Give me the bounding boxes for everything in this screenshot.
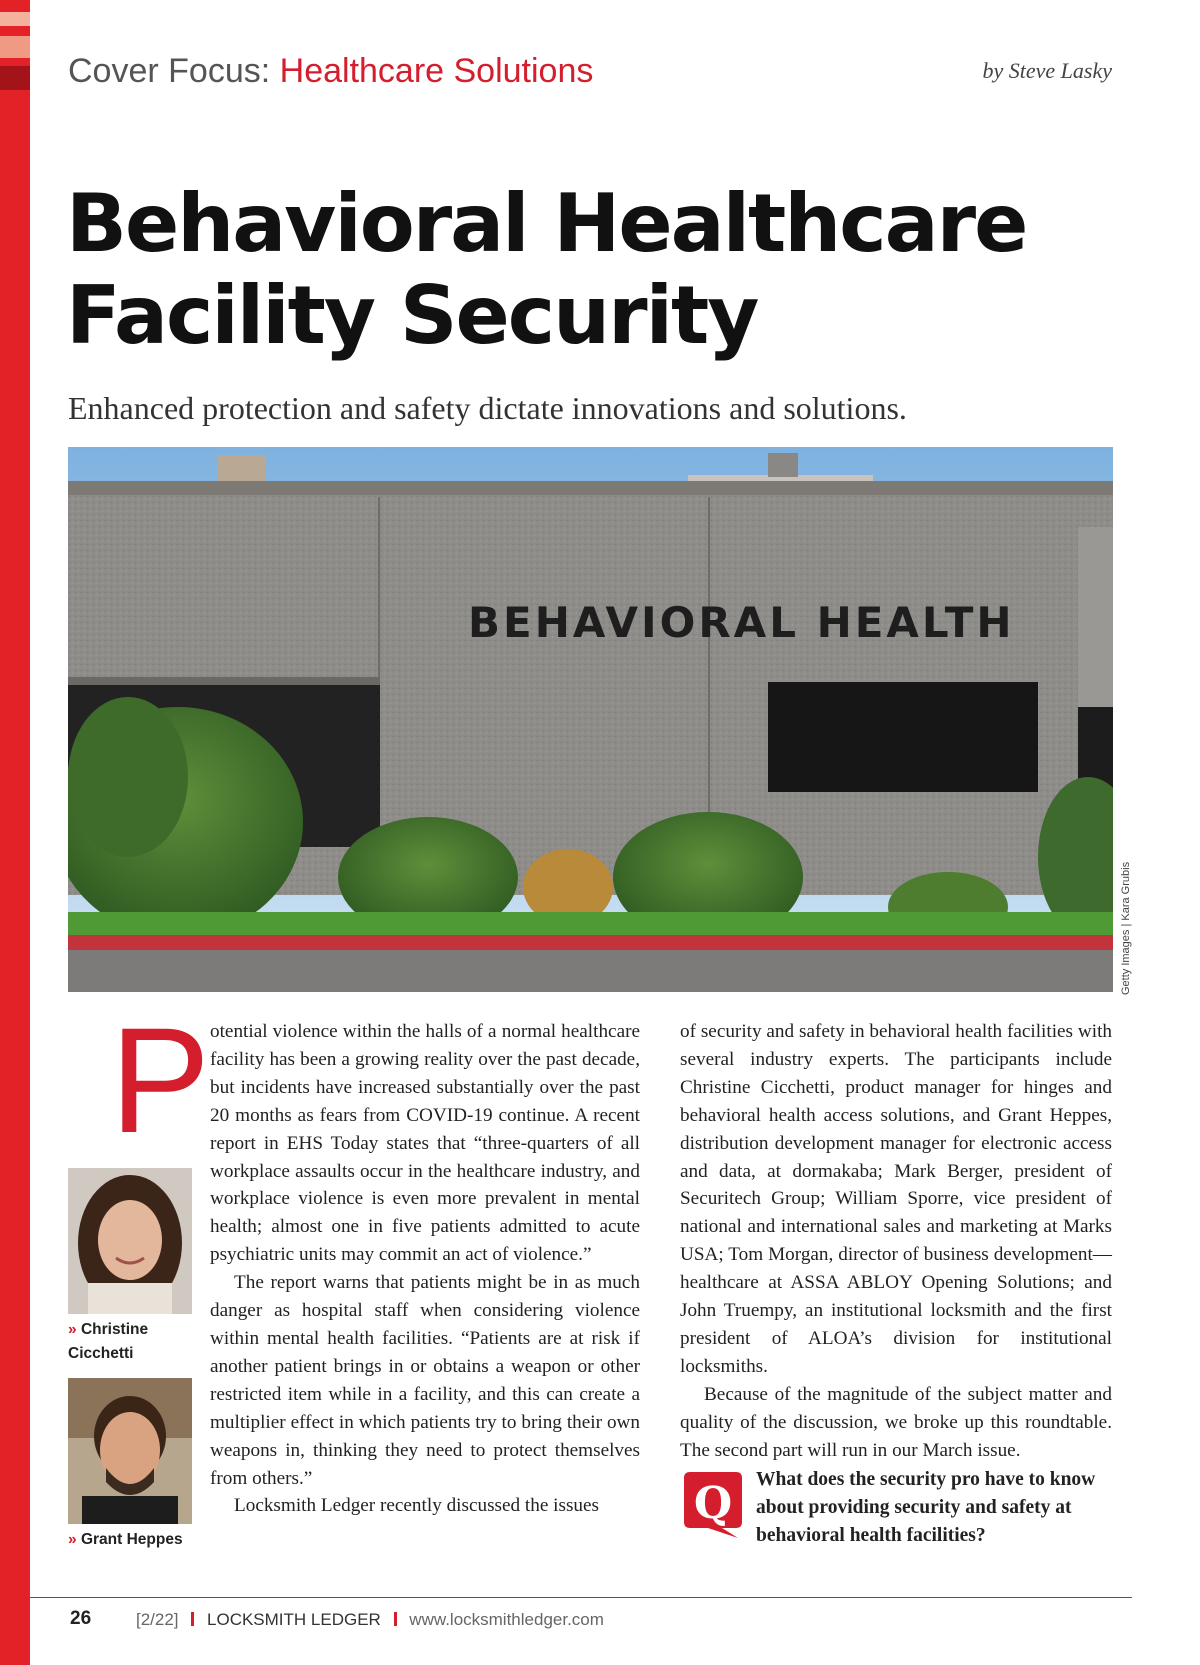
section-prefix: Cover Focus: — [68, 52, 271, 90]
side-tab-dark — [0, 66, 30, 90]
byline: by Steve Lasky — [982, 58, 1112, 83]
body-paragraph: Locksmith Ledger recently discussed the issues — [234, 1495, 600, 1517]
caption-text: Grant Heppes — [80, 1531, 183, 1548]
footer-separator — [191, 1612, 194, 1626]
section-label — [68, 52, 593, 91]
page-number: 26 — [70, 1608, 92, 1629]
footer-rule — [30, 1597, 1132, 1598]
side-tab-light — [0, 12, 30, 26]
chevron-right-icon: » — [68, 1531, 77, 1548]
footer-separator — [394, 1612, 397, 1626]
headshot-grant — [68, 1378, 192, 1524]
deck: Enhanced protection and safety dictate innovations and solutions. — [68, 390, 907, 426]
body-paragraph: The report warns that patients might be in as much danger as hospital staff when considering violence within mental health facilities. “Patients are at risk if another patient brings in or obtains a weapon or other restricted item while in a facility, and this can create a multiplier effect in which patients try to bring their own weapons in, thinking they need to protect themselves from others.” — [210, 1272, 640, 1489]
publication-url[interactable]: www.locksmithledger.com — [409, 1610, 604, 1629]
photo-credit: Getty Images | Kara Grubis — [1120, 861, 1132, 995]
publication-name: LOCKSMITH LEDGER — [207, 1610, 381, 1629]
sign-text: BEHAVIORAL HEALTH — [468, 598, 1015, 647]
caption-christine — [68, 1318, 208, 1366]
caption-grant — [68, 1528, 208, 1552]
body-paragraph: of security and safety in behavioral health facilities with several industry experts. The participants include Christine Cicchetti, product manager for hinges and behavioral health access solutions, and Grant Heppes, distribution development manager for electronic access and data, at dormakaba; Mark Berger, president of Securitech Group; William Sporre, vice president of national and international sales and marketing at Marks USA; Tom Morgan, director of business development—healthcare at ASSA ABLOY Opening Solutions; and John Truempy, an institutional locksmith and the first president of ALOA’s division for institutional locksmiths. — [680, 1021, 1112, 1377]
q-bubble-icon — [678, 1470, 748, 1540]
headshot-christine-svg — [68, 1168, 192, 1314]
question-text: What does the security pro have to know about providing security and safety at behavioral health facilities? — [756, 1469, 1096, 1546]
caption-text: Christine Cicchetti — [68, 1321, 149, 1362]
issue-date: [2/22] — [136, 1610, 179, 1629]
q-letter: Q — [693, 1478, 733, 1529]
chevron-right-icon: » — [68, 1321, 77, 1338]
side-color-bar — [0, 0, 30, 1665]
headshot-christine — [68, 1168, 192, 1314]
body-paragraph: Because of the magnitude of the subject matter and quality of the discussion, we broke up this roundtable. The second part will run in our March issue. — [680, 1383, 1112, 1461]
article-column-right — [680, 1018, 1112, 1465]
footer-info — [136, 1610, 604, 1630]
building-photo-svg — [68, 447, 1113, 992]
drop-cap: P — [110, 996, 211, 1164]
building-photo — [68, 447, 1113, 992]
headshot-grant-svg — [68, 1378, 192, 1524]
section-topic: Healthcare Solutions — [279, 52, 594, 90]
question-block — [678, 1466, 1118, 1550]
body-paragraph: otential violence within the halls of a normal healthcare facility has been a growing reality over the past decade, but incidents have increased substantially over the past 20 months as fears from COVID-19 continue. A recent report in EHS Today states that “three-quarters of all workplace assaults occur in the healthcare industry, and workplace violence is even more prevalent in mental health; almost one in five patients admitted to acute psychiatric units may commit an act of violence.” — [210, 1021, 640, 1266]
side-tab-salmon — [0, 36, 30, 58]
article-column-left — [110, 996, 640, 1520]
headline: Behavioral Healthcare Facility Security — [66, 177, 1027, 362]
